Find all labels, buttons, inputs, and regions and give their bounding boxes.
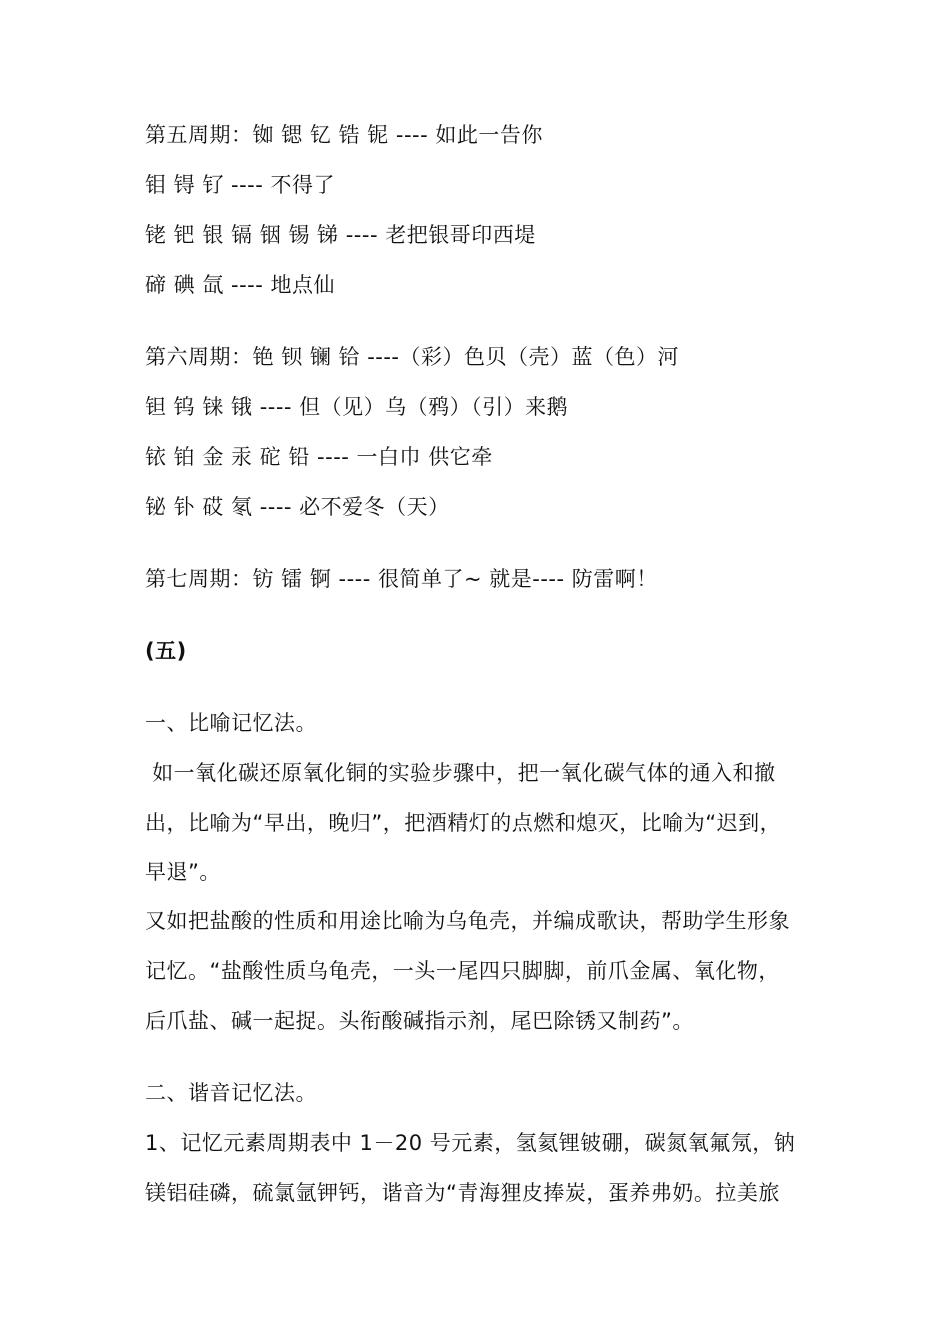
period5-line1: 第五周期：铷 锶 钇 锆 铌 ---- 如此一告你 (145, 123, 543, 147)
metaphor-title: 一、比喻记忆法。 (145, 711, 317, 735)
homophone-title: 二、谐音记忆法。 (145, 1081, 317, 1105)
period6-line3: 铱 铂 金 汞 砣 铅 ---- 一白巾 供它牵 (145, 445, 493, 469)
period6-line2: 钽 钨 铼 锇 ---- 但（见）乌（鸦）（引）来鹅 (145, 395, 569, 419)
period6-line4: 铋 钋 砹 氡 ---- 必不爱冬（天） (145, 495, 450, 519)
period5-line4: 碲 碘 氙 ---- 地点仙 (145, 273, 336, 297)
metaphor-para1-line3: 早退”。 (145, 860, 221, 884)
period5-line3: 铑 钯 银 镉 铟 锡 锑 ---- 老把银哥印西堤 (145, 223, 536, 247)
metaphor-para2-line2: 记忆。“盐酸性质乌龟壳，一头一尾四只脚脚，前爪金属、氧化物， (145, 959, 780, 983)
metaphor-para2-line3: 后爪盐、碱一起捉。头衔酸碱指示剂，尾巴除锈又制药”。 (145, 1009, 694, 1033)
section-heading: (五) (145, 639, 187, 663)
period7-line1: 第七周期：钫 镭 锕 ---- 很简单了~ 就是---- 防雷啊！ (145, 567, 658, 591)
metaphor-para1-line1: 如一氧化碳还原氧化铜的实验步骤中，把一氧化碳气体的通入和撤 (145, 761, 776, 785)
metaphor-para2-line1: 又如把盐酸的性质和用途比喻为乌龟壳，并编成歌诀，帮助学生形象 (145, 909, 790, 933)
metaphor-para1-line2: 出，比喻为“早出，晚归”，把酒精灯的点燃和熄灭，比喻为“迟到， (145, 811, 782, 835)
homophone-para1-line2: 镁铝硅磷，硫氯氩钾钙，谐音为“青海狸皮捧炭，蛋养弗奶。拉美旅 (145, 1181, 780, 1205)
period5-line2: 钼 锝 钌 ---- 不得了 (145, 173, 336, 197)
homophone-para1-line1: 1、记忆元素周期表中 1－20 号元素，氢氦锂铍硼，碳氮氧氟氖，钠 (145, 1131, 796, 1155)
period6-line1: 第六周期：铯 钡 镧 铪 ----（彩）色贝（壳）蓝（色）河 (145, 345, 680, 369)
